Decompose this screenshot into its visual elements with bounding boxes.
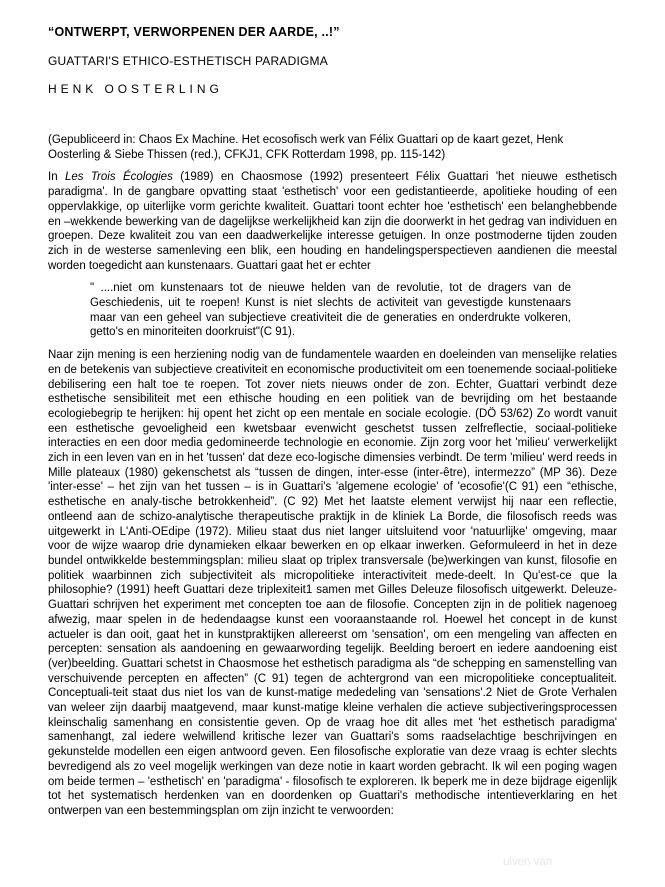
document-header: [0, 0, 665, 162]
document-title: “ONTWERPT, VERWORPENEN DER AARDE, ..!”: [48, 25, 340, 39]
text-run: " ....niet om kunstenaars tot de nieuwe helden van de revolutie, tot de dragers van de Geschiedenis, uit te roepen! Kunst is niet slechts de activiteit van gevestigde kunstenaars maar van een geheel van subjectieve creativiteit die de generaties en onderdrukte volkeren, getto's en minoriteiten doorkruist"(C 91).: [90, 282, 571, 339]
document-subtitle: GUATTARI'S ETHICO-ESTHETISCH PARADIGMA: [48, 54, 328, 68]
author-name: HENK OOSTERLING: [48, 82, 223, 96]
text-run: (1989) en Chaosmose (1992) presenteert Félix Guattari 'het nieuwe esthetisch paradigma'. In de gangbare opvatting staat 'esthetisch' voor een gedistantieerde, apolitieke houding of een oppervlakkige, op uiterlijke vorm gerichte kwaliteit. Guattari toont echter hoe 'esthetisch' een belanghebbende en –wekkende bewerking van de dagelijkse werkelijkheid kan zijn die doorwerkt in het gedrag van individuen en groepen. Deze kwaliteit zou van een daadwerkelijke interesse getuigen. In onze postmoderne tijden zouden zich in de westerse samenleving een blik, een houding en handelingsperspectieven aandienen die meestal worden toegedicht aan kunstenaars. Guattari gaat het er echter: [48, 171, 617, 272]
document-body: [0, 170, 665, 818]
italic-text-run: Les Trois Écologies: [64, 171, 173, 184]
body-paragraph: [48, 348, 617, 819]
quote-paragraph: [90, 281, 571, 340]
text-run: Naar zijn mening is een herziening nodig van de fundamentele waarden en doeleinden van menselijke relaties en de betekenis van subjectieve creativiteit en economische productiviteit om een toenemende sociaal-politieke debilisering een halt toe te roepen. Tot zover niets nieuws onder de zon. Echter, Guattari verbindt deze esthetische sensibiliteit met een ethische houding en een politiek van de bevrijding om het bestaande ecologiebegrip te herijken: hij opent het zicht op een mentale en sociale ecologie. (DÖ 53/62) Zo wordt vanuit een esthetische gevoeligheid een kwetsbaar evenwicht geschetst tussen zelfreflectie, sociaal-politieke interacties en een door media gedomineerde technologie en economie. Zijn zorg voor het 'milieu' verwerkelijkt zich in een leven van en in het 'tussen' dat deze eco-logische dimensies verbindt. De term 'milieu' werd reeds in Mille plateaux (1980) gekenschetst als “tussen de dingen, inter-esse (inter-être), intermezzo” (MP 36). Deze 'inter-esse' – het zijn van het tussen – is in Guattari's 'algemene ecologie' of 'ecosofie'(C 91) een “ethische, esthetische en analy-tische betrokkenheid”. (C 92) Met het laatste element verwijst hij naar een reflectie, ontleend aan de schizo-analytische therapeutische praktijk in de kliniek La Borde, die filosofisch reeds was uitgewerkt in L'Anti-OEdipe (1972). Milieu staat dus niet langer uitsluitend voor 'natuurlijke' omgeving, maar voor de wijze waarop drie dynamieken elkaar bewerken en op elkaar inwerken. Geformuleerd in het in deze bundel ontwikkelde bestemmingsplan: milieu slaat op triplex transversale (be)werkingen van kunst, filosofie en politiek waarbinnen zich subjectiviteit als micropolitieke interactiviteit mede-deelt. In Qu'est-ce que la philosophie? (1991) heeft Guattari deze triplexiteit1 samen met Gilles Deleuze filosofisch uitgewerkt. Deleuze-Guattari schrijven het experiment met concepten toe aan de filosofie. Concepten zijn in de politiek nagenoeg afwezig, maar spelen in de hedendaagse kunst een vooraanstaande rol. Hoewel het concept in de kunst actueler is dan ooit, gaat het in kunstpraktijken allereerst om 'sensation', om een mengeling van affecten en percepten: sensation als aandoening en gewaarwording tegelijk. Beelding beroert en iedere aandoening eist (ver)beelding. Guattari schetst in Chaosmose het esthetisch paradigma als “de schepping en samenstelling van verschuivende percepten en affecten” (C 91) tegen de achtergrond van een micropolitieke conceptualiteit. Conceptuali-teit staat dus niet los van de kunst-matige mededeling van 'sensations'.2 Niet de Grote Verhalen van weleer zijn daarbij maatgevend, maar kunst-matige kleine verhalen die actieve subjectiveringsprocessen kleinschalig samenhang en consistentie geven. Op de vraag hoe dit alles met 'het esthetisch paradigma' samenhangt, zal iedere welwillend kritische lezer van Guattari's soms raadselachtige beschrijvingen en gekunstelde modellen een eigen antwoord geven. Een filosofische exploratie van deze vraag is echter slechts bevredigend als zo veel mogelijk werkingen van deze notie in kaart worden gebracht. Ik wil een poging wagen om beide termen – 'esthetisch' en 'paradigma' - filosofisch te exploreren. Ik beperk me in deze bijdrage eigenlijk tot het systematisch herdenken van en doordenken op Guattari's methodische intentieverklaring en het ontwerpen van een bestemmingsplan om zijn inzicht te verwoorden:: [48, 349, 617, 817]
text-run: In: [48, 171, 65, 184]
publication-note: (Gepubliceerd in: Chaos Ex Machine. Het ecosofisch werk van Félix Guattari op de kaart gezet, Henk Oosterling & Siebe Thissen (red.), CFKJ1, CFK Rotterdam 1998, pp. 115-142): [48, 134, 564, 161]
body-paragraph: [48, 170, 617, 273]
faded-text-fragment: uiven van: [503, 856, 553, 868]
